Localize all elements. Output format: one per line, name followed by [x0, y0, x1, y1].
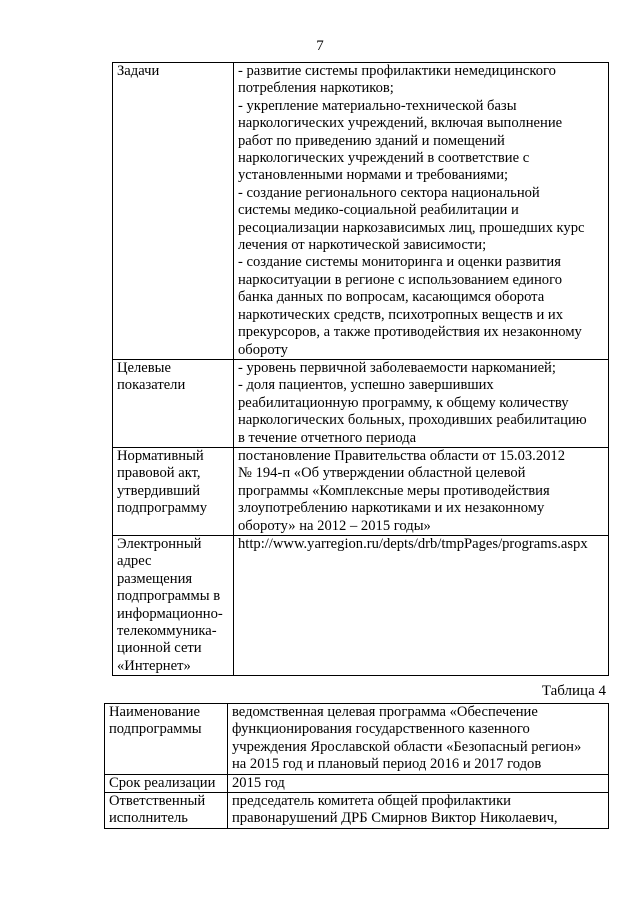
value-line: постановление Правительства области от 15.03.2012 [238, 447, 566, 464]
row-label [113, 535, 234, 675]
label-line: Целевые [117, 359, 171, 376]
label-line: подпрограммы в [117, 588, 221, 605]
table-row [113, 63, 609, 360]
label-line: Электронный [117, 535, 202, 552]
value-line: реабилитационную программу, к общему количеству [238, 394, 569, 411]
value-line: обороту» на 2012 – 2015 годы» [238, 517, 431, 534]
value-line: - создание регионального сектора национальной [238, 184, 540, 201]
value-line: правонарушений ДРБ Смирнов Виктор Николаевич, [232, 810, 558, 827]
label-line: Задачи [117, 63, 160, 79]
row-label [105, 704, 228, 775]
url-text: http://www.yarregion.ru/depts/drb/tmpPages/programs.aspx [238, 535, 588, 552]
label-line: подпрограммы [109, 721, 202, 738]
label-line: утвердивший [117, 482, 201, 499]
label-line: «Интернет» [117, 657, 191, 674]
value-line: ресоциализации наркозависимых лиц, прошедших курс [238, 219, 585, 236]
subprogram-passport-table [112, 62, 609, 676]
table-row [105, 774, 609, 792]
label-line: правовой акт, [117, 465, 201, 482]
value-line: наркологических учреждений в соответствие с [238, 150, 530, 167]
value-line: программы «Комплексные меры противодействия [238, 482, 550, 499]
value-line: функционирования государственного казенного [232, 721, 530, 738]
row-label [113, 447, 234, 535]
label-line: размещения [117, 570, 193, 587]
table-row [105, 793, 609, 829]
value-line: 2015 год [232, 774, 285, 791]
label-line: показатели [117, 377, 186, 394]
value-line: № 194-п «Об утверждении областной целевой [238, 465, 526, 482]
value-line: потребления наркотиков; [238, 80, 394, 97]
label-line: Наименование [109, 704, 200, 720]
value-line: наркоситуации в регионе с использованием единого [238, 271, 563, 288]
row-value [234, 63, 609, 360]
table-4 [104, 703, 609, 829]
label-line: Нормативный [117, 447, 204, 464]
value-line: председатель комитета общей профилактики [232, 793, 511, 810]
row-value [234, 535, 609, 675]
value-line: обороту [238, 341, 288, 358]
row-value [228, 774, 609, 792]
label-line: исполнитель [109, 810, 188, 827]
value-line: лечения от наркотической зависимости; [238, 237, 487, 254]
page-number: 7 [316, 38, 324, 54]
value-line: - развитие системы профилактики немедицинского [238, 63, 556, 79]
value-line: установленными нормами и требованиями; [238, 167, 509, 184]
row-value [234, 447, 609, 535]
row-label [105, 793, 228, 829]
label-line: информационно- [117, 605, 223, 622]
row-label [113, 359, 234, 447]
row-value [228, 793, 609, 829]
label-line: Ответственный [109, 793, 206, 810]
value-line: в течение отчетного периода [238, 429, 417, 446]
label-line: адрес [117, 553, 152, 570]
value-line: наркотических средств, психотропных веществ и их [238, 306, 564, 323]
row-value [228, 704, 609, 775]
value-line: наркологических учреждений, включая выполнение [238, 115, 563, 132]
value-line: прекурсоров, а также противодействия их незаконному [238, 324, 582, 341]
table-row [113, 447, 609, 535]
row-label [105, 774, 228, 792]
value-line: учреждения Ярославской области «Безопасный регион» [232, 738, 582, 755]
value-line: ведомственная целевая программа «Обеспечение [232, 704, 538, 720]
table-row [113, 535, 609, 675]
value-line: системы медико-социальной реабилитации и [238, 202, 519, 219]
value-line: на 2015 год и плановый период 2016 и 2017 годов [232, 756, 542, 773]
row-value [234, 359, 609, 447]
value-line: наркологических больных, проходивших реабилитацию [238, 412, 587, 429]
value-line: - доля пациентов, успешно завершивших [238, 377, 494, 394]
label-line: подпрограмму [117, 500, 208, 517]
table-row [105, 704, 609, 775]
table-caption: Таблица 4 [541, 683, 606, 699]
table-row [113, 359, 609, 447]
value-line: злоупотреблению наркотиками и их незаконному [238, 500, 545, 517]
value-line: - создание системы мониторинга и оценки развития [238, 254, 561, 271]
value-line: банка данных по вопросам, касающимся оборота [238, 289, 545, 306]
value-line: - укрепление материально-технической базы [238, 97, 517, 114]
label-line: ционной сети [117, 640, 202, 657]
row-label [113, 63, 234, 360]
label-line: Срок реализации [109, 774, 216, 791]
value-line: работ по приведению зданий и помещений [238, 132, 505, 149]
label-line: телекоммуника- [117, 623, 217, 639]
value-line: - уровень первичной заболеваемости наркоманией; [238, 359, 556, 376]
